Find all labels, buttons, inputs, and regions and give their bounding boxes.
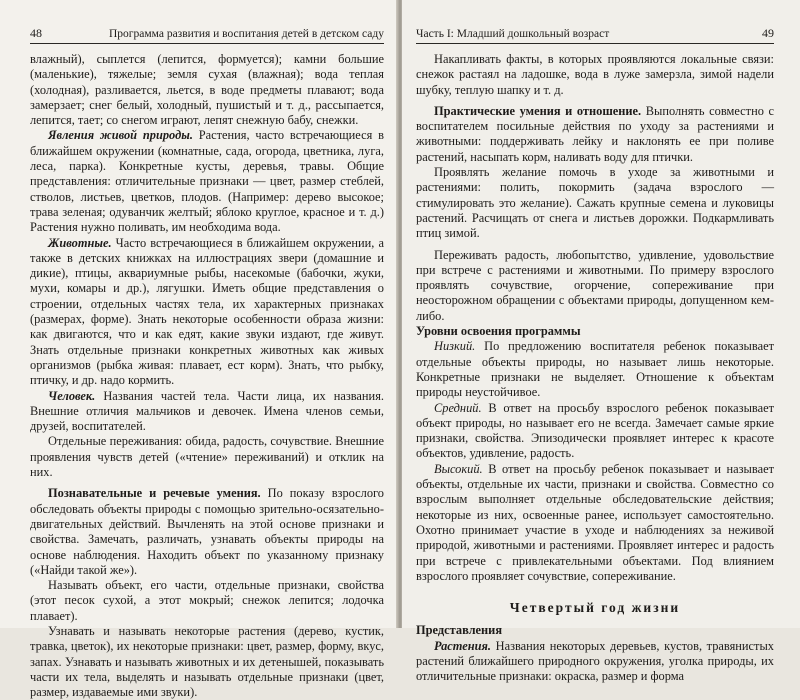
section-heading: Уровни освоения программы xyxy=(416,324,581,339)
paragraph-label: Животные. xyxy=(48,235,112,250)
paragraph-label: Низкий. xyxy=(434,339,476,354)
right-page-text xyxy=(416,52,774,685)
paragraph-label: Растения. xyxy=(434,638,492,653)
paragraph: Накапливать факты, в которых проявляются локальные связи: снежок растаял на ладошке, вода в луже замерзла, зимой надели шубку, теплую шапку и т. д. xyxy=(416,52,774,97)
page-number: 48 xyxy=(30,26,42,40)
paragraph-label: Познавательные и речевые умения. xyxy=(48,486,261,501)
right-page xyxy=(402,0,800,684)
paragraph: влажный), сыплется (лепится, формуется); камни большие (маленькие), тяжелые; земля сухая (влажная); вода теплая (холодная), разливается, льется, в воде предметы плавают; вода замерзает; снег белый, холодный, пушистый и т. д., рассыпается, лепится, тает; со снегом играют, лепят снежную бабу, снежки. xyxy=(30,52,384,128)
paragraph: Отдельные переживания: обида, радость, сочувствие. Внешние проявления чувств детей («чтение» переживаний) и отклик на них. xyxy=(30,434,384,480)
paragraph: Проявлять желание помочь в уходе за животными и растениями: полить, покормить (задача взрослого — стимулировать это желание). Сажать крупные семена и луковицы растений. Расчищать от снега и листьев дорожки. Подкармливать птиц зимой. xyxy=(416,165,774,241)
chapter-heading: Четвертый год жизни xyxy=(509,600,681,616)
paragraph: Средний. В ответ на просьбу взрослого ребенок показывает объект природы, но называет его не всегда. Замечает самые яркие признаки, свойства. Эпизодически проявляет интерес к красоте объектов, удивление, радость. xyxy=(416,400,774,461)
paragraph: Животные. Часто встречающиеся в ближайшем окружении, а также в детских книжках на иллюстрациях звери (домашние и дикие), птицы, аквариумные рыбы, насекомые (бабочки, жуки, мухи, комары и др.), лягушки. Иметь общие представления о строении, отдельных частях тела, их характерных признаках (размерах, форме). Знать некоторые особенности образа жизни: как двигаются, что и как едят, какие звуки издают, где живут. Знать отдельные признаки конкретных животных как живых организмов (рыбка живая: плавает, ест корм). Знать, что рыбку, птичку, и др. надо кормить. xyxy=(30,235,384,388)
paragraph: Высокий. В ответ на просьбу ребенок показывает и называет объекты, отдельные их части, признаки и свойства. Совместно со взрослым выполняет отдельные обследовательские действия; некоторые из них, освоенные ранее, использует самостоятельно. Охотно принимает участие в уходе и наблюдениях за неживой природой, животными и растениями. Проявляет интерес и радость при встрече с привлекательными объектами. Под влиянием взрослого проявляет сочувствие, сопереживание. xyxy=(416,461,774,583)
paragraph: Узнавать и называть некоторые растения (дерево, кустик, травка, цветок), их некоторые признаки: цвет, размер, форму, вкус, запах. Узнавать и называть животных и их детенышей, показывать части их тела, выделять и называть отдельные признаки (цвет, размер, издаваемые ими звуки). xyxy=(30,623,384,700)
paragraph: Растения. Названия некоторых деревьев, кустов, травянистых растений ближайшего природного окружения, уголка природы, их отличительные признаки: окраска, размер и форма xyxy=(416,638,774,684)
paragraph: Практические умения и отношение. Выполнять совместно с воспитателем посильные действия по уходу за растениями и животными: поддерживать лейку и наклонять ее при поливе растений, насыпать корм, наливать воду для птички. xyxy=(416,103,774,164)
subsection-heading: Представления xyxy=(416,623,503,638)
paragraph: Явления живой природы. Растения, часто встречающиеся в ближайшем окружении (комнатные, сада, огорода, цветника, луга, леса, парка). Конкретные кусты, деревья, травы. Общие представления: отличительные признаки — цвет, размер стеблей, стволов, листьев, цветков, плодов. (Например: дерево высокое; трава зеленая; одуванчик желтый; яблоко круглое, красное и т. д.) Растения нужно поливать, им необходима вода. xyxy=(30,128,384,235)
paragraph: Переживать радость, любопытство, удивление, удовольствие при встрече с растениями и животными. По примеру взрослого проявлять сочувствие, огорчение, сопереживание при неосторожном обращении с объектами природы, допущенном кем-либо. xyxy=(416,247,774,323)
right-page-header xyxy=(416,26,774,44)
paragraph-label: Человек. xyxy=(48,388,96,403)
paragraph: Человек. Названия частей тела. Части лица, их названия. Внешние отличия мальчиков и девочек. Имена членов семьи, друзей, воспитателей. xyxy=(30,388,384,434)
paragraph-label: Практические умения и отношение. xyxy=(434,103,642,118)
paragraph-label: Явления живой природы. xyxy=(48,128,193,143)
left-page-text xyxy=(30,52,384,700)
page-number: 49 xyxy=(762,26,774,40)
paragraph: Называть объект, его части, отдельные признаки, свойства (этот песок сухой, а этот мокрый; снежок лепится; лодочка плавает). xyxy=(30,578,384,623)
left-page-header xyxy=(30,26,384,44)
paragraph-label: Высокий. xyxy=(434,461,483,476)
paragraph: Низкий. По предложению воспитателя ребенок показывает отдельные объекты природы, но называет лишь некоторые. Конкретные признаки не выделяет. Отношение к объектам природы неустойчивое. xyxy=(416,339,774,400)
paragraph-label: Средний. xyxy=(434,400,482,415)
running-title: Программа развития и воспитания детей в детском саду xyxy=(108,28,384,40)
left-page xyxy=(0,0,398,700)
running-title: Часть I: Младший дошкольный возраст xyxy=(416,28,610,40)
paragraph: Познавательные и речевые умения. По показу взрослого обследовать объекты природы с помощью зрительно-осязательно-двигательных действий. Вычленять на этой основе признаки и свойства. Замечать, различать, узнавать объекты природы на основе наблюдения. Находить объект по указанному признаку («Найди такой же»). xyxy=(30,486,384,577)
